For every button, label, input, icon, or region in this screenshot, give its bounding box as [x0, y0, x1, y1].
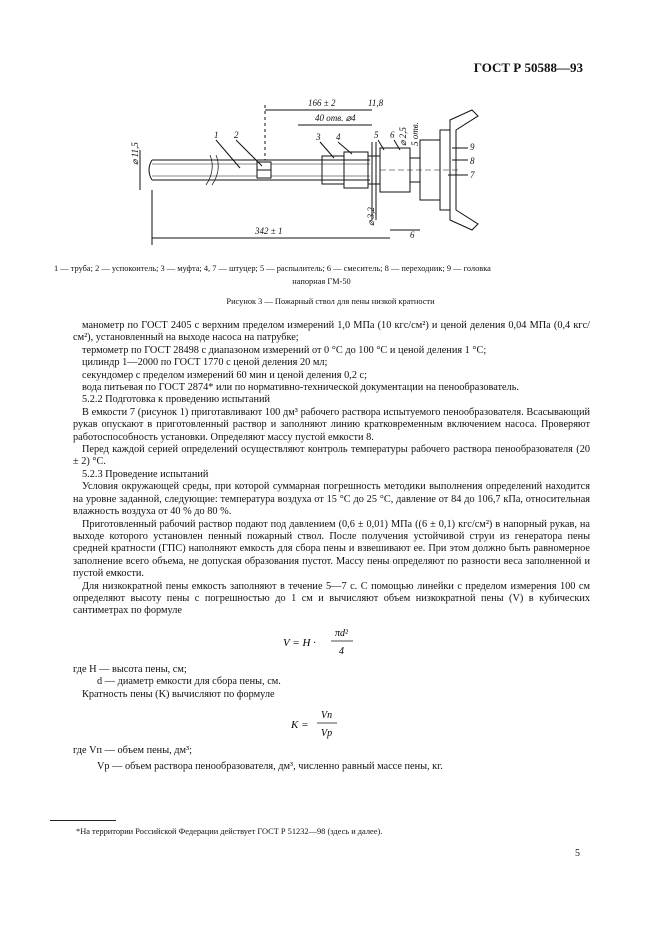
where-line: d — диаметр емкости для сбора пены, см.: [97, 676, 281, 688]
document-header: ГОСТ Р 50588—93: [473, 60, 583, 75]
section-heading: 5.2.2 Подготовка к проведению испытаний: [82, 394, 270, 406]
dim-11-5: ⌀ 11,5: [130, 142, 140, 165]
paragraph: цилиндр 1—2000 по ГОСТ 1770 с ценой деления 20 мл;: [82, 357, 328, 369]
section-heading: 5.2.3 Проведение испытаний: [82, 468, 209, 480]
main-text: [73, 320, 590, 774]
formula-expansion-lhs: K =: [291, 718, 309, 731]
figure-legend: [54, 262, 589, 288]
page-number: 5: [575, 848, 580, 859]
formula-expansion-den: Vр: [321, 727, 333, 739]
footnote-divider: [50, 820, 116, 821]
figure-title: Рисунок 3 — Пожарный ствол для пены низкой кратности: [226, 297, 435, 306]
paragraph: Перед каждой серией определений осуществляют контроль температуры рабочего раствора пенообразователя (20 ± 2) °С.: [73, 444, 590, 468]
paragraph: секундомер с пределом измерений 60 мин и ценой деления 0,2 с;: [82, 369, 367, 381]
label-2: 2: [234, 130, 239, 140]
dim-3-2: ⌀ 3,2: [366, 207, 376, 226]
formula-volume-lhs: V = H ·: [283, 636, 316, 649]
formula-volume-den: 4: [339, 645, 344, 657]
paragraph: В емкости 7 (рисунок 1) приготавливают 100 дм³ рабочего раствора испытуемого пенообразователя. Всасывающий рукав опускают в приготовленный раствор и заполняют линию кратковременным включением насоса. Проверяют работоспособность установки. Определяют массу пустой емкости 8.: [73, 406, 590, 443]
figure-legend-line2: напорная ГМ-50: [292, 277, 351, 286]
dim-11-8: 11,8: [368, 98, 384, 108]
where-line: Vр — объем раствора пенообразователя, дм³, численно равный массе пены, кг.: [97, 761, 443, 773]
paragraph: вода питьевая по ГОСТ 2874* или по нормативно-технической документации на пенообразователь.: [82, 382, 519, 394]
formula-expansion-num: Vп: [321, 709, 333, 721]
paragraph: Условия окружающей среды, при которой суммарная погрешность методики выполнения определений находится на уровне заданной, следующие: температура воздуха от 15 °С до 25 °С, давление от 84 до 106,7 кПа, относительная влажность воздуха от 40 % до 80 %.: [73, 481, 590, 518]
dim-342: 342 ± 1: [255, 226, 283, 236]
label-3: 3: [316, 132, 321, 142]
paragraph: Для низкократной пены емкость заполняют в течение 5—7 с. С помощью линейки с пределом измерения 100 см определяют высоту пены с погрешностью до 1 см и вычисляют объем низкократной пены (V) в кубических сантиметрах по формуле: [73, 580, 590, 617]
label-9: 9: [470, 142, 475, 152]
where-line: где Vп — объем пены, дм³;: [73, 744, 192, 756]
formula-expansion: [73, 704, 590, 742]
where-line: где H — высота пены, см;: [73, 663, 187, 675]
paragraph: манометр по ГОСТ 2405 с верхним пределом измерений 1,0 МПа (10 кгс/см²) и ценой деления 0,04 МПа (0,4 кгс/см²), установленный на выходе насоса на патрубке;: [73, 320, 590, 344]
paragraph: Приготовленный рабочий раствор подают под давлением (0,6 ± 0,01) МПа ((6 ± 0,1) кгс/см²) в напорный рукав, на выходе которого установлен пенный пожарный ствол. После получения устойчивой струи из генератора пены средней кратности (ГПС) наполняют емкость для сбора пены и взвешивают ее. При этом должно быть равномерное заполнение всего объема, не допуская образования пустот. Массу пены определяют по разности веса заполненной и пустой емкости.: [73, 518, 590, 580]
dim-40: 40 отв. ⌀4: [315, 113, 356, 123]
paragraph: Кратность пены (K) вычисляют по формуле: [82, 688, 275, 700]
label-8: 8: [470, 156, 475, 166]
label-7: 7: [470, 170, 475, 180]
label-6: 6: [390, 130, 395, 140]
formula-volume-num: πd²: [335, 627, 349, 639]
dim-6: 6: [410, 230, 415, 240]
label-1: 1: [214, 130, 219, 140]
figure-legend-line1: 1 — труба; 2 — успокоитель; 3 — муфта; 4, 7 — штуцер; 5 — распылитель; 6 — смеситель; 8 — переходник; 9 — головка: [54, 264, 491, 273]
fire-nozzle-drawing: [40, 90, 500, 260]
dim-166: 166 ± 2: [308, 98, 336, 108]
label-4: 4: [336, 132, 341, 142]
dim-5-otv: 5 отв.: [410, 122, 420, 146]
dim-2-5: ⌀ 2,5: [398, 127, 408, 146]
footnote: *На территории Российской Федерации действует ГОСТ Р 51232—98 (здесь и далее).: [76, 827, 383, 836]
label-5: 5: [374, 130, 379, 140]
formula-volume: [73, 622, 590, 660]
paragraph: термометр по ГОСТ 28498 с диапазоном измерений от 0 °С до 100 °С и ценой деления 1 °С;: [82, 344, 487, 356]
